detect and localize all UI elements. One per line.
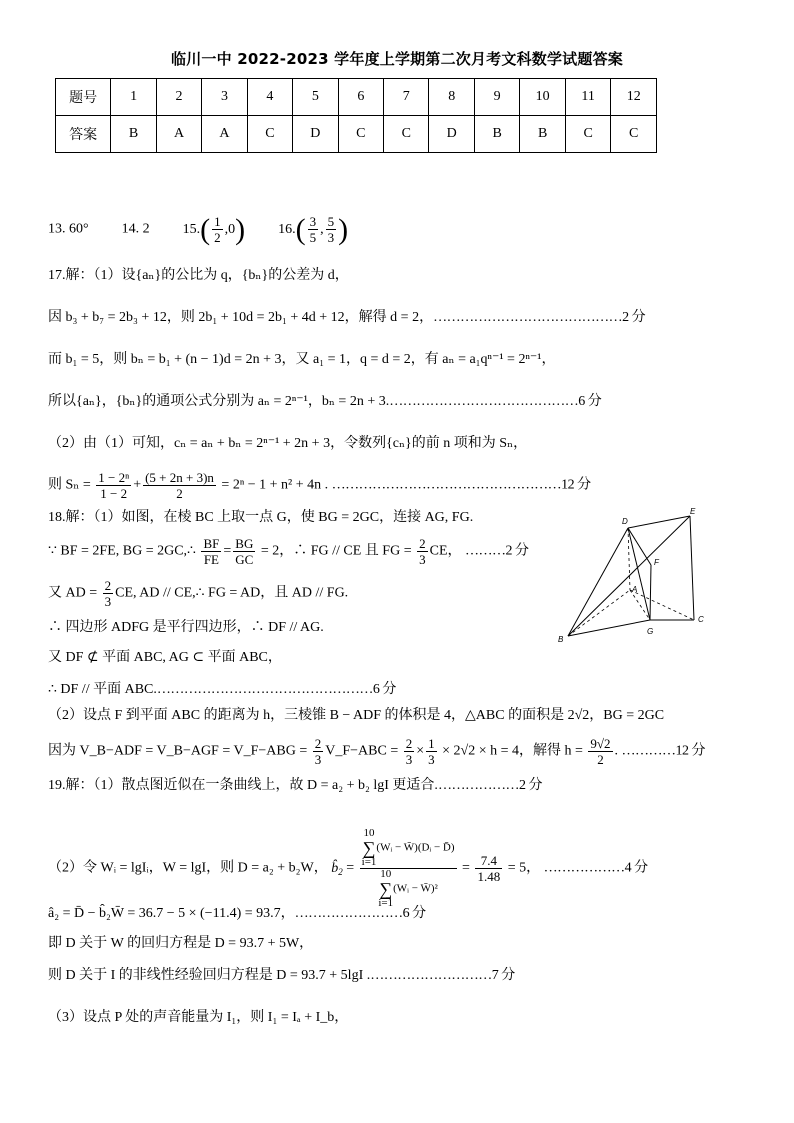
- q19-line-1: 19.解：（1）散点图近似在一条曲线上，故 D = a₂ + b₂ lgI 更适合.………………2 分: [48, 778, 542, 793]
- q19-line-2: （2）令 Wᵢ = lgIᵢ，W = lgI，则 D = a₂ + b₂W， $b̂_2$ = 10 ∑ i=1(Wᵢ − W̄)(Dᵢ − D̄) 10 ∑ i=1(Wᵢ − W̄)² = $\frac{7.4}{1.48}$ = 5， ………………4 分: [48, 827, 648, 909]
- answer-14: 14. 2: [121, 221, 150, 237]
- page-title: 临川一中 2022-2023 学年度上学期第二次月考文科数学试题答案: [171, 50, 623, 68]
- q17-line-1: 17.解：（1）设{aₙ}的公比为 q，{bₙ}的公差为 d，: [48, 268, 349, 283]
- table-row-numbers: [56, 79, 657, 116]
- q17-line-5: （2）由（1）可知，cₙ = aₙ + bₙ = 2ⁿ⁻¹ + 2n + 3，令数列{cₙ}的前 n 项和为 Sₙ，: [48, 436, 528, 451]
- score-marker: ……………………6 分: [294, 906, 426, 921]
- table-cell: 4: [247, 79, 292, 116]
- label-c: C: [698, 615, 704, 624]
- edge-da-dashed: [628, 528, 630, 590]
- table-cell: A: [202, 116, 247, 153]
- label-a: A: [632, 585, 638, 594]
- table-header-answer: 答案: [56, 116, 111, 153]
- geometry-figure: [550, 508, 720, 648]
- table-cell: B: [520, 116, 566, 153]
- table-cell: 1: [111, 79, 156, 116]
- table-cell: 6: [338, 79, 383, 116]
- edge-bg: [568, 620, 650, 636]
- table-cell: B: [474, 116, 519, 153]
- edge-gf: [650, 565, 651, 620]
- q18-line-2: ∵ BF = 2FE, BG = 2GC,∴ $\frac{BF}{FE}$ = $\frac{BG}{GC}$ = 2，∴ FG // CE 且 FG = $\frac{2}{3}$ CE， ………2 分: [48, 536, 529, 567]
- q18-line-6: ∴ DF // 平面 ABC.…………………………………………6 分: [48, 682, 396, 697]
- score-marker: …………12 分: [621, 743, 706, 759]
- q18-line-3: 又 AD = $\frac{2}{3}$ CE, AD // CE,∴ FG = AD，且 AD // FG.: [48, 578, 349, 609]
- edge-ba-dashed: [568, 590, 630, 636]
- table-header-number: 题号: [56, 79, 111, 116]
- q18-line-7: （2）设点 F 到平面 ABC 的距离为 h，三棱锥 B − ADF 的体积是 4，△ABC 的面积是 2√2，BG = 2GC: [48, 708, 665, 723]
- answer-table: [55, 78, 657, 153]
- table-cell: C: [247, 116, 292, 153]
- q17-line-3: 而 b₁ = 5，则 bₙ = b₁ + (n − 1)d = 2n + 3，又 a₁ = 1，q = d = 2，有 aₙ = a₁qⁿ⁻¹ = 2ⁿ⁻¹，: [48, 352, 556, 367]
- edge-df: [628, 528, 651, 565]
- table-cell: 2: [156, 79, 201, 116]
- table-cell: 9: [474, 79, 519, 116]
- table-row-answers: [56, 116, 657, 153]
- label-b: B: [558, 635, 564, 644]
- score-marker: ………………………7 分: [370, 968, 515, 983]
- edge-de: [628, 516, 690, 528]
- score-marker: ……………………………………2 分: [433, 310, 646, 325]
- q17-line-2: 因 b₃ + b₇ = 2b₃ + 12，则 2b₁ + 10d = 2b₁ + 4d + 12，解得 d = 2，……………………………………2 分: [48, 310, 646, 325]
- label-g: G: [647, 627, 654, 636]
- q17-line-6: 则 Sₙ = $\frac{\text{1 − 2ⁿ}}{1 - 2}$ + $\frac{(5 + 2n + 3)n}{2}$ = 2ⁿ − 1 + n² + 4n . ……………………………………………12 分: [48, 470, 591, 501]
- q19-line-6: （3）设点 P 处的声音能量为 I₁，则 I₁ = Iₐ + I_b，: [48, 1010, 349, 1025]
- table-cell: 10: [520, 79, 566, 116]
- edge-ec: [690, 516, 694, 620]
- q18-line-4: ∴ 四边形 ADFG 是平行四边形，∴ DF // AG.: [48, 620, 324, 635]
- edge-ac-dashed: [630, 590, 694, 620]
- table-cell: 12: [611, 79, 657, 116]
- table-cell: 3: [202, 79, 247, 116]
- edge-ag-dashed: [630, 590, 650, 620]
- score-marker: ………………2 分: [437, 778, 542, 793]
- table-cell: 8: [429, 79, 474, 116]
- table-cell: B: [111, 116, 156, 153]
- label-d: D: [622, 517, 628, 526]
- q19-line-4: 即 D 关于 W 的回归方程是 D = 93.7 + 5W，: [48, 936, 314, 951]
- table-cell: 5: [293, 79, 338, 116]
- table-cell: 7: [384, 79, 429, 116]
- table-cell: D: [293, 116, 338, 153]
- score-marker: ………2 分: [465, 543, 529, 559]
- q18-line-1: 18.解：（1）如图，在棱 BC 上取一点 G，使 BG = 2GC，连接 AG, FG.: [48, 510, 474, 525]
- q19-line-3: â₂ = D̄ − b̂₂W̄ = 36.7 − 5 × (−11.4) = 93.7，……………………6 分: [48, 906, 426, 921]
- score-marker: ……………………………………………12 分: [331, 477, 591, 493]
- label-f: F: [654, 558, 659, 567]
- table-cell: C: [611, 116, 657, 153]
- table-cell: C: [338, 116, 383, 153]
- answer-15: 15.( $\frac{1}{2}$ ,0): [182, 212, 246, 246]
- score-marker: …………………………………………6 分: [156, 682, 396, 697]
- q18-line-8: 因为 V_B−ADF = V_B−AGF = V_F−ABG = $\frac{2}{3}$ V_F−ABC = $\frac{2}{3}$ × $\frac{1}{3}$ × 2√2 × h = 4，解得 h = $\frac{9√2}{2}$ . …………12 分: [48, 736, 706, 767]
- score-marker: ………………4 分: [543, 860, 648, 876]
- table-cell: D: [429, 116, 474, 153]
- table-cell: C: [384, 116, 429, 153]
- q19-line-5: 则 D 关于 I 的非线性经验回归方程是 D = 93.7 + 5lgI .………………………7 分: [48, 968, 515, 983]
- label-e: E: [690, 508, 696, 516]
- fill-in-answers: [48, 214, 348, 245]
- q17-line-4: 所以{aₙ}，{bₙ}的通项公式分别为 aₙ = 2ⁿ⁻¹，bₙ = 2n + 3.……………………………………6 分: [48, 394, 602, 409]
- score-marker: ……………………………………6 分: [389, 394, 602, 409]
- edge-bd: [568, 528, 628, 636]
- answer-16: 16.( $\frac{3}{5}$ , $\frac{5}{3}$ ): [278, 212, 349, 246]
- table-cell: A: [156, 116, 201, 153]
- q18-line-5: 又 DF ⊄ 平面 ABC, AG ⊂ 平面 ABC，: [48, 650, 282, 665]
- table-cell: 11: [565, 79, 611, 116]
- answer-13: 13. 60°: [48, 221, 89, 237]
- table-cell: C: [565, 116, 611, 153]
